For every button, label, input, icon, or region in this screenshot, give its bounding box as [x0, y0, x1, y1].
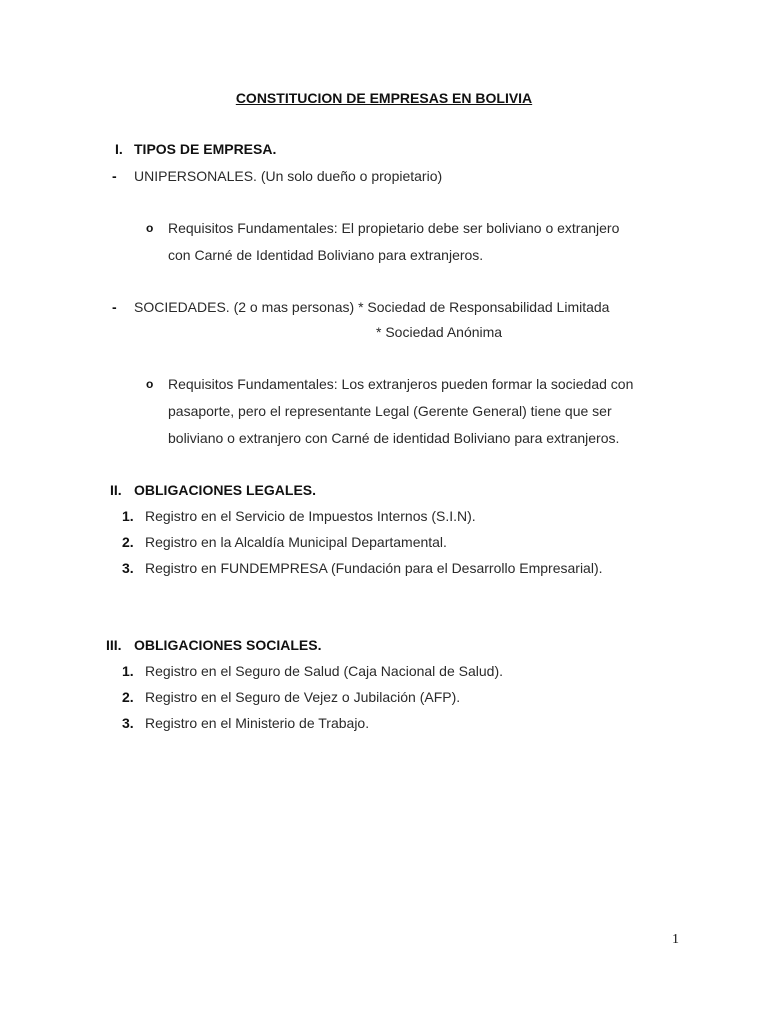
section-heading: OBLIGACIONES SOCIALES.: [134, 637, 322, 653]
entry-text: SOCIEDADES. (2 o mas personas) * Sociedad de Responsabilidad Limitada: [134, 299, 610, 315]
entry-text: UNIPERSONALES. (Un solo dueño o propietario): [134, 168, 443, 184]
section-numeral: II.: [110, 482, 122, 498]
item-number: 3.: [122, 560, 134, 576]
section-heading: TIPOS DE EMPRESA.: [134, 141, 277, 157]
sub-line: con Carné de Identidad Boliviano para extranjeros.: [168, 247, 484, 263]
circle-bullet-icon: o: [146, 221, 154, 235]
section-numeral: III.: [106, 637, 122, 653]
list-item: Registro en la Alcaldía Municipal Departamental.: [145, 534, 447, 550]
document-title: CONSTITUCION DE EMPRESAS EN BOLIVIA: [235, 90, 533, 106]
item-number: 1.: [122, 663, 134, 679]
item-number: 2.: [122, 534, 134, 550]
sub-line: pasaporte, pero el representante Legal (Gerente General) tiene que ser: [168, 403, 612, 419]
entry-text-continued: * Sociedad Anónima: [376, 324, 503, 340]
page-number: 1: [672, 932, 679, 947]
list-item: Registro en el Ministerio de Trabajo.: [145, 715, 370, 731]
list-item: Registro en FUNDEMPRESA (Fundación para el Desarrollo Empresarial).: [145, 560, 603, 576]
section-numeral: I.: [115, 141, 123, 157]
list-item: Registro en el Servicio de Impuestos Internos (S.I.N).: [145, 508, 476, 524]
item-number: 3.: [122, 715, 134, 731]
dash-bullet: -: [112, 299, 117, 315]
sub-line: boliviano o extranjero con Carné de identidad Boliviano para extranjeros.: [168, 430, 620, 446]
sub-line: Requisitos Fundamentales: El propietario debe ser boliviano o extranjero: [168, 220, 620, 236]
list-item: Registro en el Seguro de Vejez o Jubilación (AFP).: [145, 689, 461, 705]
sub-line: Requisitos Fundamentales: Los extranjeros pueden formar la sociedad con: [168, 376, 634, 392]
item-number: 1.: [122, 508, 134, 524]
item-number: 2.: [122, 689, 134, 705]
section-heading: OBLIGACIONES LEGALES.: [134, 482, 317, 498]
circle-bullet-icon: o: [146, 377, 154, 391]
dash-bullet: -: [112, 168, 117, 184]
list-item: Registro en el Seguro de Salud (Caja Nacional de Salud).: [145, 663, 503, 679]
